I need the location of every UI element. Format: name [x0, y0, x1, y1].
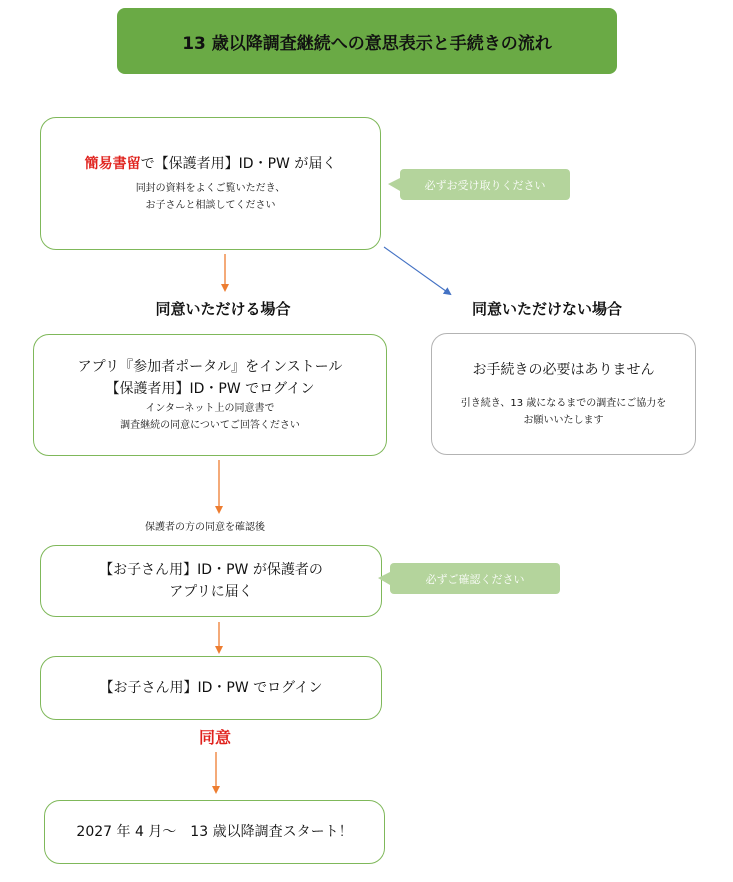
callout-must-receive-tail: [388, 178, 400, 191]
step-receive-parent-id-sub2: お子さんと相談してください: [145, 199, 276, 211]
step-install-app-line1: アプリ『参加者ポータル』をインストール: [77, 358, 343, 375]
no-procedure-sub1: 引き続き、13 歳になるまでの調査にご協力を: [460, 398, 667, 410]
step-child-id-delivered-line2: アプリに届く: [169, 584, 253, 600]
registered-mail-highlight: 簡易書留: [84, 156, 141, 173]
callout-must-confirm-tail: [378, 572, 390, 585]
step-child-id-delivered-line1: 【お子さん用】ID・PW が保護者の: [99, 561, 323, 578]
callout-must-receive-text: 必ずお受け取りください: [424, 178, 546, 192]
note-after-parent-consent: 保護者の方の同意を確認後: [145, 522, 265, 533]
final-survey-start-text: 2027 年 4 月～ 13 歳以降調査スタート！: [76, 823, 353, 840]
step-install-app-line2: 【保護者用】ID・PW でログイン: [105, 381, 315, 397]
heading-disagree-case: 同意いただけない場合: [471, 300, 622, 318]
heading-agree-case: 同意いただける場合: [155, 300, 291, 318]
step-install-app-sub1: インターネット上の同意書で: [145, 403, 275, 415]
step-receive-parent-id-sub1: 同封の資料をよくご覧いただき、: [135, 182, 286, 194]
step-child-login-text: 【お子さん用】ID・PW でログイン: [99, 679, 323, 696]
callout-must-confirm-text: 必ずご確認ください: [425, 572, 525, 586]
no-procedure-sub2: お願いいたします: [523, 415, 604, 427]
arrow-step1-to-disagree: [384, 247, 450, 294]
no-procedure-main: お手続きの必要はありません: [472, 361, 655, 378]
step-receive-parent-id-text: で【保護者用】ID・PW が届く: [140, 156, 337, 173]
agree-label-text: 同意: [198, 728, 231, 747]
step-install-app-sub2: 調査継続の同意についてご回答ください: [120, 420, 300, 432]
title-text: 13 歳以降調査継続への意思表示と手続きの流れ: [182, 33, 552, 54]
